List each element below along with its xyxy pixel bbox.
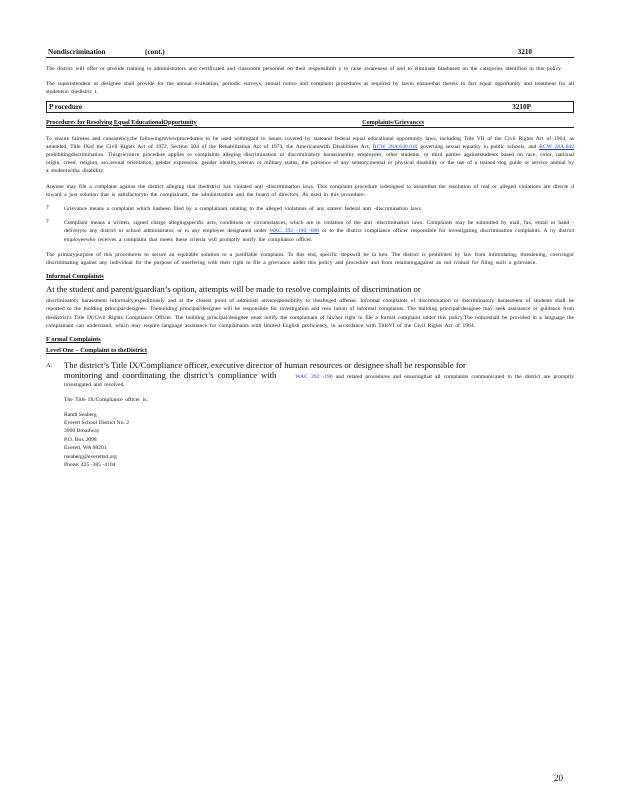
officer-name: Randi Seaberg — [64, 411, 97, 418]
informal-complaints-text: discriminatory harassment informally,expeditiously and at the closest point of administr ativeresponsibility to thealleged offense. Informal complaints of discrimination or discriminatory harassment of students shall be reported to the building principal/designee. Thebuilding principal/designee will be responsible for investigation and reso lution of informal complaints. The building principal/designee may seek assistance or guidance from thedistrict's Title IX/Civil Rights Compliance Officer. The building principal/designee must notify the complainant of his/her right to file a formal complaint under this policy.The noticeshall be provided in a language the complainant can understand, which may require language assistance for complainants with limited English proficiency, in accordance with TitleVI of the Civil Rights Act of 1964. — [46, 298, 574, 329]
wac-392-190-060-link[interactable]: WAC 392 -190 -060 — [269, 228, 320, 235]
item-a-mark: A. — [46, 362, 53, 370]
city-state-zip: Everett, WA 98201 — [64, 445, 107, 452]
officer-phone: Phone: 425 -385 -4104 — [64, 462, 116, 469]
scope-text-end: prohibitingdiscrimination. Thisgrievance procedure applies to complaints alleging discrimination or discriminatory harassmentby employees, other students, or third parties againststudents based on race, color, national origin, creed, religion, sex,sexual orientation, gender expression, gender identity,veteran or military status, the presence of any sensory,mental or physical disability or the use of a trained dog guide or service animal by a studentwitha disability. — [46, 152, 574, 175]
definition-grievance — [46, 205, 574, 213]
bullet-mark: ? — [46, 205, 49, 212]
item-a-continuation — [64, 370, 574, 389]
complaint-procedure-paragraph: Anyone may file a complaint against the district alleging that thedistrict has violated anti -discrimination laws. This complaint procedure isdesigned to assurethat the resolution of real or alleged violations are directe d toward a just solution that is satisfactoryto the complainant, the administration and the board of directors. As used in this procedure: — [46, 183, 574, 198]
complaint-text-start: Complaint means a written, signed charge allegingspecific acts, conditions or circumstances, which are in violation of the anti -discrimination laws. Complaints may be submitted by mail, fax, email or hand -deliveryto any district or school administrator, or to any employee designated under — [64, 220, 574, 235]
informal-lead-text: At the student and parent/guardian’s option, attempts will be made to resolve complaints of discrimination or — [46, 284, 421, 295]
purpose-paragraph: The primarypurpose of this procedureis to secure an equitable solution to a justifiable complaint. To this end, specific stepswill be ta ken. The district is prohibited by law from intimidating, threatening, coercingor discriminating against any individual for the purpose of interfering with their right to file a grievance under this policy and procedure and from retaliatingagainst an ind ividual for filing such a grievance. — [46, 251, 574, 267]
item-a-lead-2: monitoring and coordinating the district’s compliance with — [64, 370, 277, 381]
section-header — [46, 48, 574, 58]
definition-complaint-text — [64, 219, 574, 244]
officer-address — [64, 411, 574, 470]
item-a-body — [64, 360, 574, 469]
officer-line: The Title IX/Compliance officer is: — [64, 397, 148, 404]
procedures-title — [46, 119, 574, 128]
definition-grievance-text: Grievance means a complaint which hasbeen filed by a complainant relating to the alleged violations of any stateor federal anti -discrimination laws. — [64, 206, 423, 213]
intro-paragraph-2: The superintendent or designee shall provide for the annual evaluation, periodic surveys, annual notice and complaint procedures as required by lawto ensurethat thereis in fact equal opportunity and treatment for all studentsin thedistric t. — [46, 81, 574, 96]
header-number: 3210 — [517, 48, 532, 56]
district-name: Everett School District No. 2 — [64, 420, 130, 427]
definition-complaint — [46, 219, 574, 244]
scope-text-middle: governing sexual equality in public schools, and — [417, 143, 540, 150]
complaint-text-end: or to the district compliance officer responsible for investigating discrimination complaints. A ny district employeewho receives a complaint that meets these criteria will promptly notify the compliance officer. — [64, 228, 574, 243]
item-a-lead-1: The district’s Title IX/Compliance officer, executive director of human resources or designee shall be responsible for — [64, 360, 466, 371]
scope-paragraph — [46, 135, 574, 176]
level-one-heading: Level One – Complaint to theDistrict — [46, 347, 147, 355]
rcw-28a-642-link[interactable]: RCW 28A.642 — [539, 143, 574, 150]
procedures-title-left: Procedures for Resolving Equal EducationalOpportunity — [46, 118, 197, 126]
officer-email[interactable]: rseaberg@everettsd.org — [64, 453, 117, 460]
header-title: Nondiscrimination — [48, 48, 106, 56]
item-a-tail: and related procedures and ensuringthat all complaints communicated to the district are promptly investigated and resolved. — [64, 374, 574, 389]
scope-text-start: To ensure fairness and consistency,the followingreviewprocedureis to be used withregard to issues covered by stateand federal equal educational opportunity laws, including Title VII of the Civil Rights Act of 1964, as amended, Title IXof the Civil Rights Act of 1972, Section 504 of the Rehabilitation Act of 1973, the Americanswith Disabilities Act, — [46, 135, 574, 150]
street-address: 3900 Broadway — [64, 428, 100, 435]
formal-complaints-heading: F ormal Complaints — [46, 336, 101, 344]
procedure-title: P rocedure — [49, 102, 83, 111]
procedure-header — [46, 101, 574, 113]
informal-complaints-heading: Informal Complaints — [46, 273, 104, 281]
bullet-mark: ? — [46, 219, 49, 226]
wac-392-190-link[interactable]: WAC 392 -190 — [295, 374, 333, 381]
rcw-28a-640-010-link[interactable]: RCW 28A.640.010 — [372, 143, 418, 150]
page-number: 20 — [554, 773, 563, 783]
item-a — [46, 360, 574, 469]
document-page — [46, 48, 574, 470]
header-cont: (cont.) — [145, 48, 165, 56]
intro-paragraph-1: The district will offer or provide training to administrators and certificated and classroom personnel on their responsibilit y to raise awareness of and to eliminate biasbased on the categories identified in this policy. — [46, 66, 562, 72]
po-box: P.O. Box 2098 — [64, 436, 97, 443]
procedure-number: 3210P — [512, 102, 531, 111]
procedures-title-right: Complaints/Grievances — [362, 118, 424, 126]
